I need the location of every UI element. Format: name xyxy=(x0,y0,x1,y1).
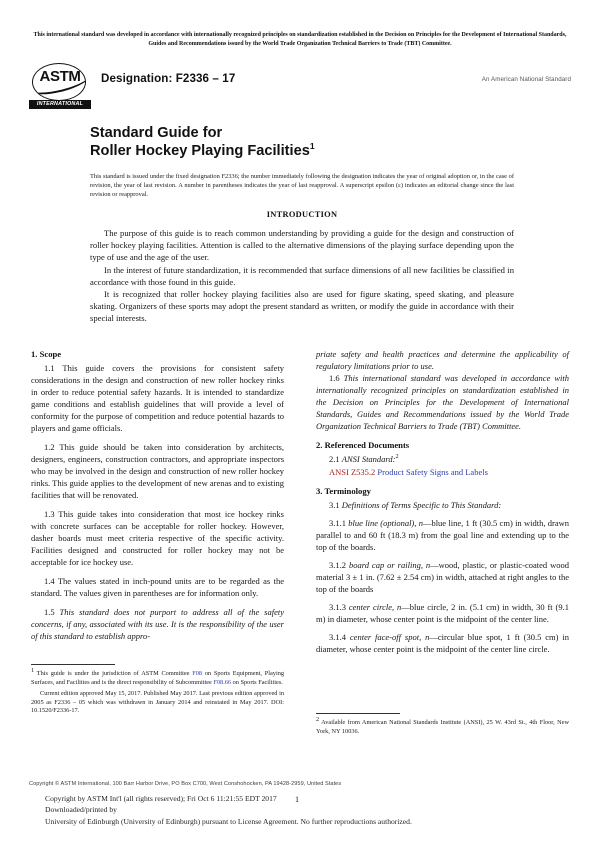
right-footnote-block xyxy=(316,713,569,739)
paragraph-1-2: 1.2 This guide should be taken into consideration by architects, designers, engineers, construction contractors, and appropriate inspectors who may be involved in the design and construction of new roller hockey rinks. This guide applies to the development of new arenas and to existing facilities that will be renovated. xyxy=(31,442,284,500)
definition-3-1-4: 3.1.4 center face-off spot, n—circular blue spot, 1 ft (30.5 cm) in diameter, whose center point is the midpoint of the center line circle. xyxy=(316,632,570,654)
right-column xyxy=(316,348,569,661)
introduction-body xyxy=(90,227,514,325)
introduction-paragraph: The purpose of this guide is to reach common understanding by providing a guide for the design and construction of roller hockey playing facilities. Attention is called to the alternative dimensions of the playing surface depending upon the type of use and the age of the user. xyxy=(90,228,514,263)
section-heading-referenced-documents: 2. Referenced Documents xyxy=(316,440,410,450)
subcommittee-f0866-link[interactable]: F08.66 xyxy=(213,678,232,686)
page-title xyxy=(90,125,560,160)
referenced-document-entry xyxy=(316,466,569,478)
issuance-note: This standard is issued under the fixed designation F2336; the number immediately following the designation indicates the year of original adoption or, in the case of revision, the year of last revision. A number in parentheses indicates the year of last reapproval. A superscript epsilon (ε) indicates an editorial change since the last revision or reapproval. xyxy=(90,173,514,198)
watermark-line-1: Copyright by ASTM Int'l (all rights reserved); Fri Oct 6 11:21:55 EDT 2017 xyxy=(45,794,277,803)
referenced-documents-subheading: 2.1 ANSI Standard:$^2$ xyxy=(329,453,399,464)
paragraph-1-5-continued: priate safety and health practices and determine the applicability of regulatory limitations prior to use. xyxy=(316,349,569,371)
astm-logo-subtitle: INTERNATIONAL xyxy=(29,100,91,109)
paragraph-1-3: 1.3 This guide takes into consideration that most ice hockey rinks with concrete surfaces can be acceptable for roller hockey. However, dasher boards must meet criteria respective of the specific activity. Facilities designed and constructed for roller hockey may not be acceptable for ice hockey use. xyxy=(31,509,284,567)
footnote-jurisdiction: $^1$ This guide is under the jurisdiction of ASTM Committee F08 on Sports Equipment, Playing Surfaces, and Facilities and is the direct responsibility of Subcommittee F08.66 on Sports Facilities. xyxy=(31,666,284,686)
terminology-subheading: 3.1 Definitions of Terms Specific to This Standard: xyxy=(329,500,502,510)
ansi-standard-title-link[interactable]: Product Safety Signs and Labels xyxy=(377,467,488,477)
astm-logo xyxy=(29,63,93,110)
page-number: 1 xyxy=(295,795,300,804)
introduction-heading: INTRODUCTION xyxy=(266,210,338,219)
title-footnote-marker: 1 xyxy=(309,140,315,151)
referenced-docs-footnote-marker: 2 xyxy=(395,453,399,461)
astm-logo-letters: ASTM xyxy=(39,68,81,85)
paragraph-1-1: 1.1 This guide covers the provisions for consistent safety considerations in the design and construction of new roller hockey rinks in order to reduce potential safety hazards. It is intended to standardize game conditions and establish guidelines that will provide a level of conformity for the purpose of competition and reduce potential hazards to players and game officials. xyxy=(31,363,284,433)
ansi-standard-code-link[interactable]: ANSI Z535.2 xyxy=(329,467,376,477)
section-heading-scope: 1. Scope xyxy=(31,349,62,359)
introduction-paragraph: It is recognized that roller hockey playing facilities also are used for figure skating, speed skating, and pleasure skating. Organizers of these sports may adopt the present standard as written, or modify the guide in accordance with their special interests. xyxy=(90,289,514,324)
tbt-committee-note: This international standard was developed in accordance with internationally recognized principles on standardization established in the Decision on Principles for the Development of International Standards, Guides and Recommendations issued by the World Trade Organization Technical Barriers to Trade (TBT) Committee. xyxy=(33,32,567,48)
left-footnote-block xyxy=(31,664,284,719)
watermark-line-3: University of Edinburgh (University of Edinburgh) pursuant to License Agreement. No further reproductions authorized. xyxy=(45,816,412,826)
copyright-line: Copyright © ASTM International, 100 Barr Harbor Drive, PO Box C700, West Conshohocken, PA 19428-2959, United States xyxy=(29,781,342,787)
title-line-1: Standard Guide for xyxy=(90,125,223,141)
definition-3-1-3: 3.1.3 center circle, n—blue circle, 2 in. (5.1 cm) in width, 30 ft (9.1 m) in diameter, whose center point is the midpoint of the center line. xyxy=(316,602,569,624)
introduction-paragraph: In the interest of future standardization, it is recommended that surface dimensions of all new facilities be classified in accordance with those found in this guide. xyxy=(90,264,514,287)
paragraph-1-6 xyxy=(316,372,569,432)
national-standard-tag: An American National Standard xyxy=(481,76,571,83)
paragraph-text: This standard does not purport to address all of the safety concerns, if any, associated with its use. It is the responsibility of the user of this standard to establish appro- xyxy=(31,607,284,641)
watermark-line-2: Downloaded/printed by xyxy=(45,805,117,815)
paragraph-1-4: 1.4 The values stated in inch-pound units are to be regarded as the standard. The values given in parentheses are for information only. xyxy=(31,576,284,598)
definition-3-1-1: 3.1.1 blue line (optional), n—blue line, 1 ft (30.5 cm) in width, drawn parallel to and 60 ft (18.3 m) from the goal line and extending up to the top of the boards. xyxy=(316,518,569,552)
left-column xyxy=(31,348,284,649)
designation-label: Designation: F2336 – 17 xyxy=(101,72,236,85)
paragraph-1-5 xyxy=(31,606,284,642)
footnote-ansi-availability: $^2$ Available from American National Standards Institute (ANSI), 25 W. 43rd St., 4th Floor, New York, NY 10036. xyxy=(316,715,569,735)
paragraph-number: 1.6 xyxy=(329,373,340,383)
footnote-separator-rule xyxy=(316,713,400,714)
definition-3-1-2: 3.1.2 board cap or railing, n—wood, plastic, or plastic-coated wood material 3 ± 1 in. (7.62 ± 2.54 cm) in width, attached at right angles to the top of the boards xyxy=(316,560,570,594)
committee-f08-link[interactable]: F08 xyxy=(192,670,203,677)
paragraph-text: This international standard was developed in accordance with internationally recognized principles on standardization established in the Decision on Principles for the Development of International Standards, Guides and Recommendations issued by the World Trade Organization Technical Barriers to Trade (TBT) Committee. xyxy=(316,373,570,431)
paragraph-number: 1.5 xyxy=(44,607,55,617)
section-heading-terminology: 3. Terminology xyxy=(316,486,371,496)
astm-logo-circle xyxy=(32,63,86,101)
title-line-2: Roller Hockey Playing Facilities$^1$ xyxy=(90,140,315,159)
footnote-edition-info: Current edition approved May 15, 2017. Published May 2017. Last previous edition approved in 2005 as F2336 – 05 which was withdrawn in January 2014 and reinstated in May 2017. DOI: 10.1520/F2336-17. xyxy=(31,690,284,715)
footnote-separator-rule xyxy=(31,664,115,665)
